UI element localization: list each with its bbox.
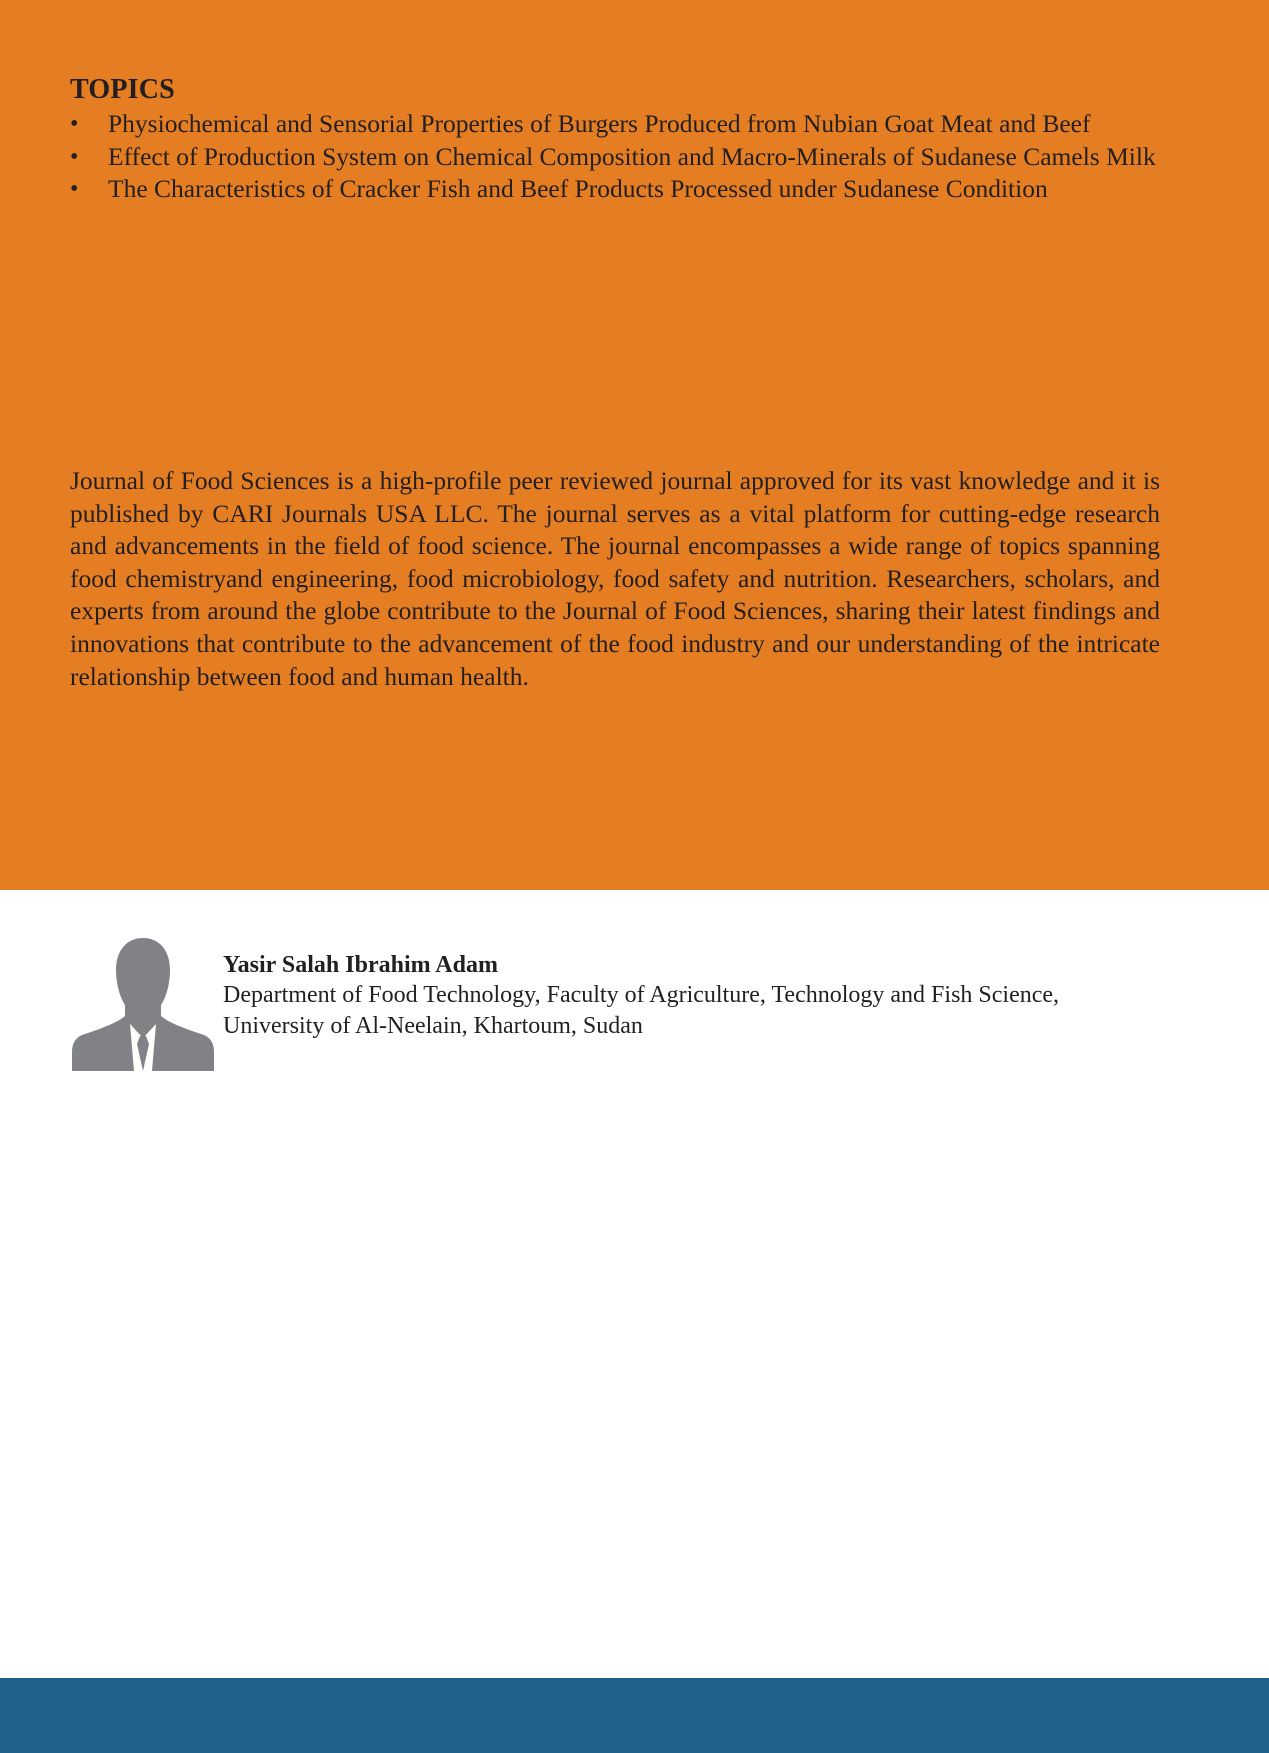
- footer-band: [0, 1678, 1269, 1753]
- author-name: Yasir Salah Ibrahim Adam: [223, 952, 498, 978]
- bullet-icon: •: [70, 111, 79, 137]
- bullet-icon: •: [70, 176, 79, 202]
- topics-list: [70, 108, 1162, 206]
- author-affiliation: Department of Food Technology, Faculty of Agriculture, Technology and Fish Science, University of Al-Neelain, Khartoum, Sudan: [223, 982, 1060, 1039]
- topic-item: [70, 108, 1162, 141]
- journal-description: Journal of Food Sciences is a high-profile peer reviewed journal approved for its vast knowledge and it is published by CARI Journals USA LLC. The journal serves as a vital platform for cutting-edge research and advancements in the field of food science. The journal encompasses a wide range of topics spanning food chemistryand engineering, food microbiology, food safety and nutrition. Researchers, scholars, and experts from around the globe contribute to the Journal of Food Sciences, sharing their latest findings and innovations that contribute to the advancement of the food industry and our understanding of the intricate relationship between food and human health.: [70, 466, 1160, 691]
- topic-item: [70, 173, 1162, 206]
- bullet-icon: •: [70, 143, 79, 170]
- topics-heading: TOPICS: [70, 74, 175, 105]
- topic-item: [70, 141, 1162, 174]
- topic-item-text: Effect of Production System on Chemical Composition and Macro-Minerals of Sudanese Camels Milk: [108, 141, 1156, 171]
- topic-item-text: Physiochemical and Sensorial Properties of Burgers Produced from Nubian Goat Meat and Beef: [108, 109, 1091, 138]
- topic-item-text: The Characteristics of Cracker Fish and Beef Products Processed under Sudanese Condition: [108, 174, 1048, 203]
- person-silhouette-icon: [72, 938, 214, 1071]
